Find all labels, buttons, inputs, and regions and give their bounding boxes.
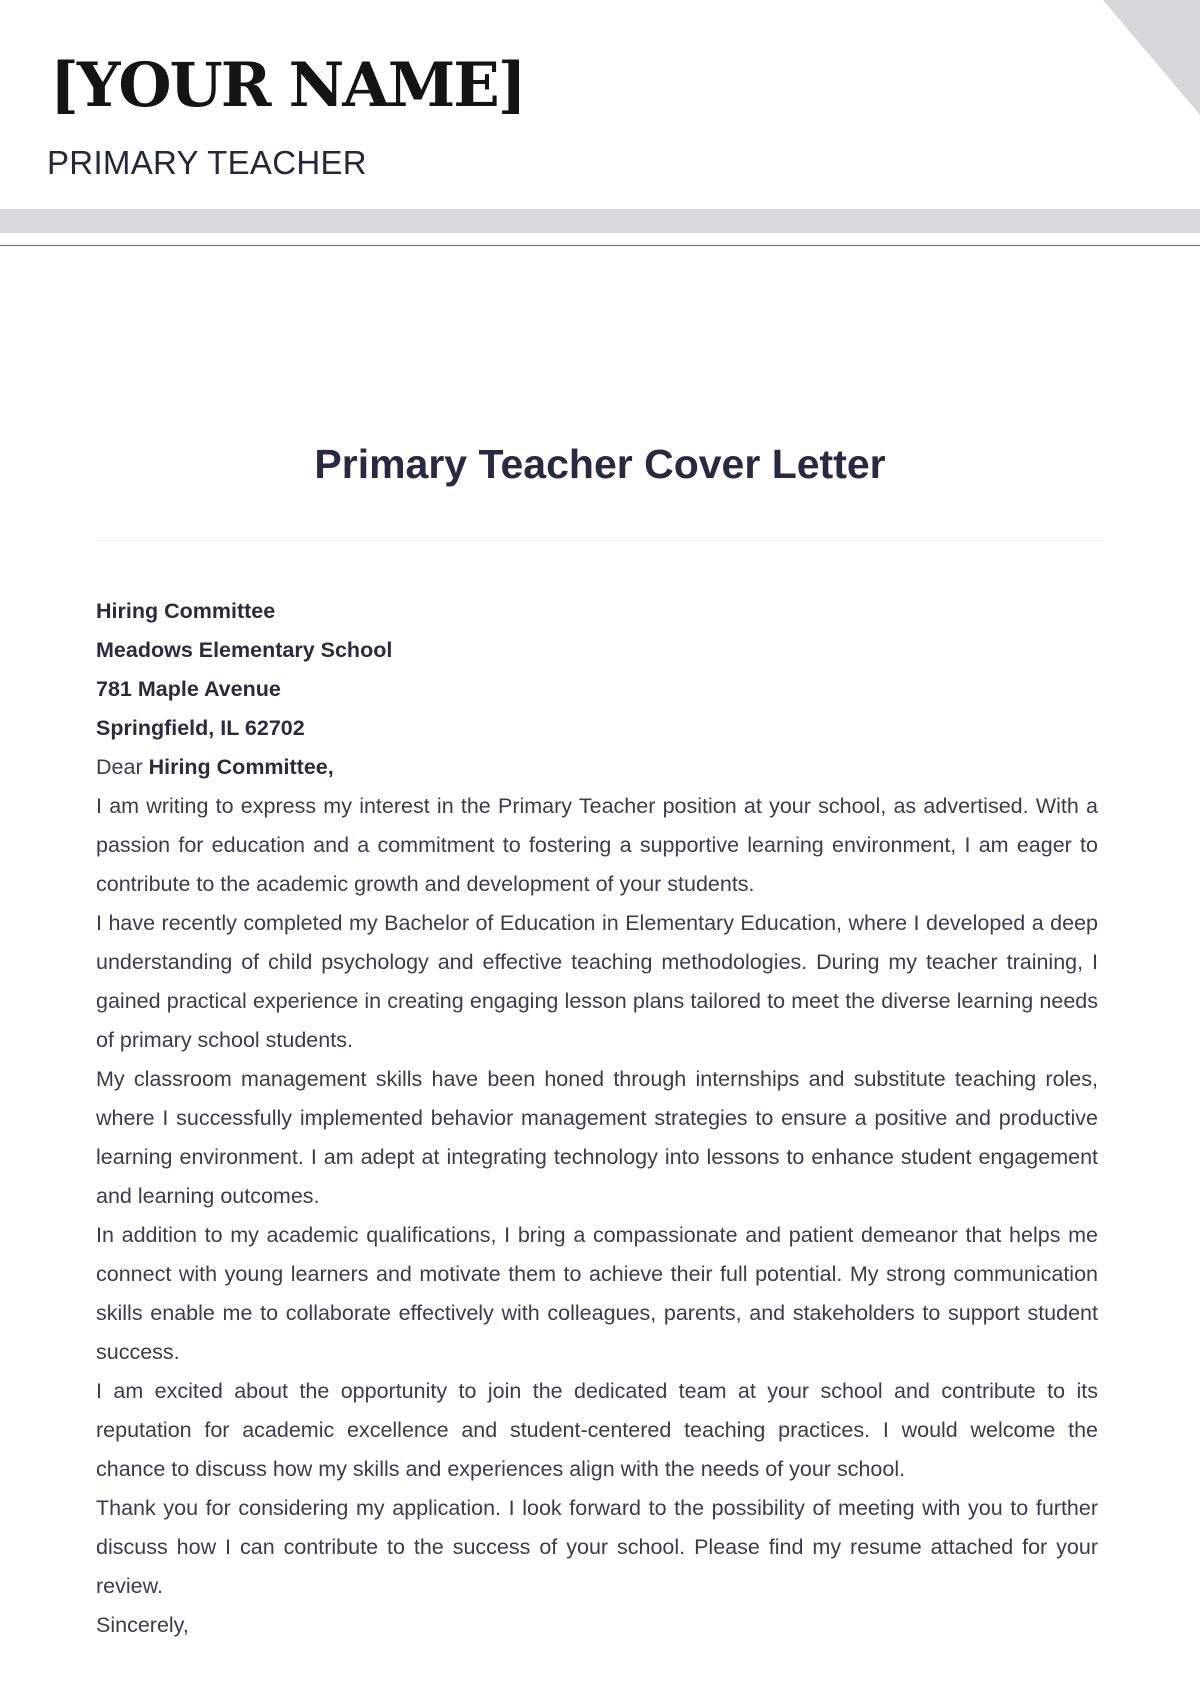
body-paragraph: I have recently completed my Bachelor of Education in Elementary Education, where I developed a deep understanding of child psychology and effective teaching methodologies. During my teacher training, I gained practical experience in creating engaging lesson plans tailored to meet the diverse learning needs of primary school students. — [96, 911, 1098, 1052]
body-paragraph: Thank you for considering my application. I look forward to the possibility of meeting with you to further discuss how I can contribute to the success of your school. Please find my resume attached for your review. — [96, 1496, 1098, 1598]
recipient-line: Meadows Elementary School — [96, 638, 393, 662]
body-paragraph: I am writing to express my interest in the Primary Teacher position at your school, as advertised. With a passion for education and a commitment to fostering a supportive learning environment, I am eager to contribute to the academic growth and development of your students. — [96, 794, 1098, 896]
applicant-role: PRIMARY TEACHER — [47, 144, 367, 181]
salutation-prefix: Dear — [96, 755, 149, 779]
salutation-name: Hiring Committee, — [148, 755, 334, 779]
header-band — [0, 209, 1200, 233]
document-title: Primary Teacher Cover Letter — [314, 441, 886, 487]
recipient-line: Springfield, IL 62702 — [96, 716, 305, 740]
header-divider — [0, 245, 1200, 246]
body-paragraph: My classroom management skills have been honed through internships and substitute teaching roles, where I successfully implemented behavior management strategies to ensure a positive and productive learning environment. I am adept at integrating technology into lessons to enhance student engagement and learning outcomes. — [96, 1067, 1098, 1208]
body-paragraph: I am excited about the opportunity to join the dedicated team at your school and contribute to its reputation for academic excellence and student-centered teaching practices. I would welcome the chance to discuss how my skills and experiences align with the needs of your school. — [96, 1379, 1098, 1481]
body-paragraph: In addition to my academic qualifications, I bring a compassionate and patient demeanor that helps me connect with young learners and motivate them to achieve their full potential. My strong communication skills enable me to collaborate effectively with colleagues, parents, and stakeholders to support student success. — [96, 1223, 1098, 1364]
title-divider — [96, 540, 1104, 541]
letter-body — [96, 592, 1098, 1645]
recipient-line: 781 Maple Avenue — [96, 677, 281, 701]
corner-decoration — [1103, 0, 1200, 115]
recipient-line: Hiring Committee — [96, 599, 276, 623]
closing: Sincerely, — [96, 1613, 189, 1637]
salutation — [96, 748, 1098, 787]
applicant-name: [YOUR NAME] — [50, 50, 525, 121]
